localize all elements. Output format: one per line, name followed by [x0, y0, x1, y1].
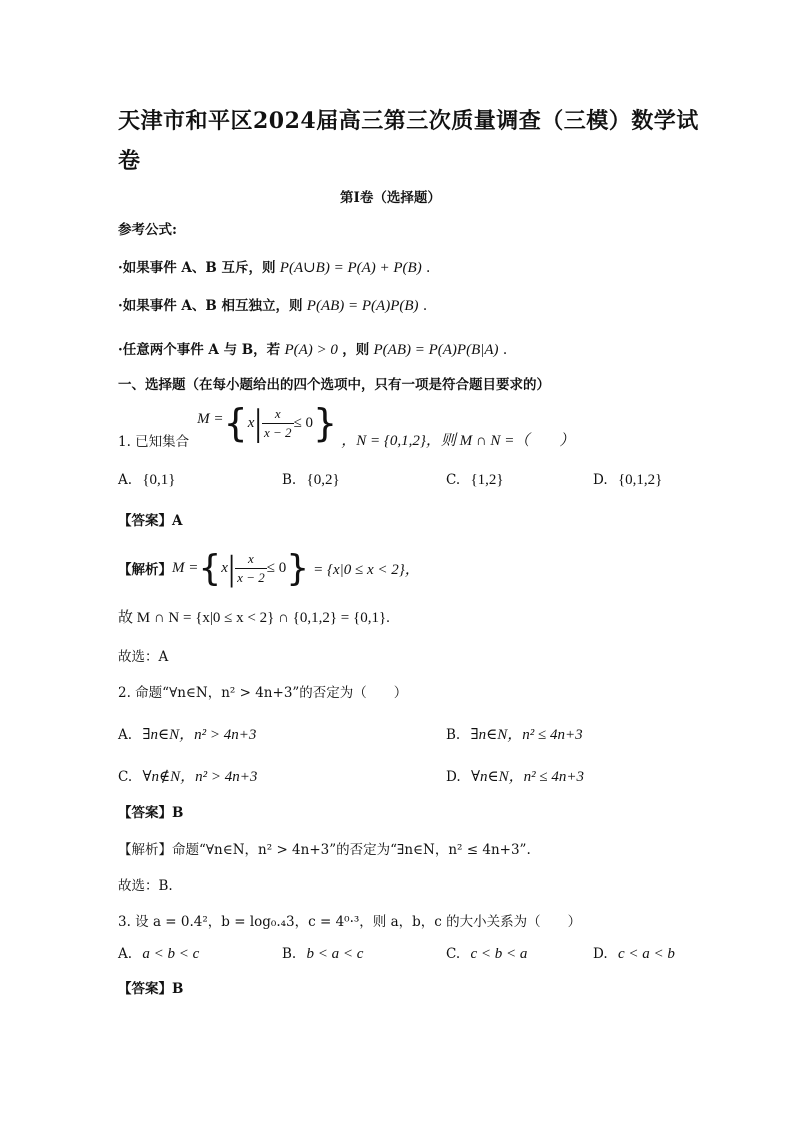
- q3-option-b-label: B.: [282, 946, 297, 962]
- q2-option-a: [118, 723, 256, 744]
- q1-analysis-lhs: M =: [172, 559, 199, 576]
- q1-analysis-ineq: ≤ 0: [266, 559, 287, 576]
- q3-option-a: [118, 946, 199, 963]
- q1-ineq: ≤ 0: [293, 414, 314, 431]
- formula-2-text: ·如果事件 A、B 相互独立，则: [118, 298, 303, 314]
- q1-ask: ，则 M ∩ N =（ ）: [425, 433, 575, 449]
- formula-3-math: P(AB) = P(A)P(B|A): [373, 342, 499, 358]
- q2-stem: 2. 命题“∀n∈N，n² > 4n+3”的否定为（ ）: [118, 685, 408, 701]
- q3-option-c-value: c < b < a: [470, 946, 528, 962]
- formula-1-text: ·如果事件 A、B 互斥，则: [118, 260, 276, 276]
- q1-set-var: x: [247, 414, 255, 431]
- q3-option-d-value: c < a < b: [617, 946, 675, 962]
- q2-option-d-label: D.: [446, 769, 461, 785]
- q1-analysis-left-brace: {: [198, 547, 222, 589]
- formula-3: [118, 338, 507, 359]
- q1-analysis-set-var: x: [221, 559, 228, 576]
- q1-frac-num: x: [262, 405, 294, 424]
- q1-option-a-label: A.: [118, 472, 133, 488]
- q1-answer: 【答案】A: [118, 513, 183, 529]
- q1-option-b: [282, 472, 340, 489]
- q3-option-c: [446, 946, 527, 963]
- q2-option-b: [446, 723, 583, 744]
- q1-option-a-value: {0,1}: [142, 472, 176, 488]
- q3-stem: 3. 设 a = 0.4²，b = log₀.₄3，c = 4⁰·³，则 a，b，c 的大小关系为（ ）: [118, 914, 582, 930]
- q1-option-a: [118, 472, 176, 489]
- page-title-line2: 卷: [118, 148, 141, 174]
- formula-2-math: P(AB) = P(A)P(B): [306, 298, 419, 314]
- formulas-heading: 参考公式:: [118, 222, 177, 238]
- q1-option-c-value: {1,2}: [470, 472, 504, 488]
- q1-fraction: [262, 405, 294, 442]
- q1-prefix: 1. 已知集合: [118, 434, 190, 450]
- q1-analysis: [118, 546, 420, 590]
- q1-analysis-fraction: [235, 550, 267, 587]
- q1-frac-den: x − 2: [264, 424, 292, 440]
- section-heading: 第Ⅰ卷（选择题）: [340, 190, 441, 206]
- q1-option-b-value: {0,2}: [306, 472, 340, 488]
- formula-2: [118, 294, 427, 315]
- q2-analysis: 【解析】命题“∀n∈N，n² > 4n+3”的否定为“∃n∈N，n² ≤ 4n+3”.: [118, 842, 531, 858]
- q2-conclusion: 故选：B.: [118, 878, 173, 894]
- q2-option-b-label: B.: [446, 727, 461, 743]
- formula-1-math: P(A∪B) = P(A) + P(B): [279, 260, 422, 276]
- formula-2-end: .: [422, 298, 428, 314]
- q1-analysis-line2: 故 M ∩ N = {x|0 ≤ x < 2} ∩ {0,1,2} = {0,1}.: [118, 610, 390, 626]
- q1-option-b-label: B.: [282, 472, 297, 488]
- q1-analysis-tag: 【解析】: [118, 562, 172, 578]
- q3-option-a-label: A.: [118, 946, 133, 962]
- q2-option-c-label: C.: [118, 769, 133, 785]
- q1-analysis-right-brace: }: [286, 547, 310, 589]
- q3-option-d: [593, 946, 675, 963]
- q1-option-d-label: D.: [593, 472, 608, 488]
- part1-heading: 一、选择题（在每小题给出的四个选项中，只有一项是符合题目要求的）: [118, 377, 550, 393]
- q1-left-brace: {: [223, 401, 248, 445]
- q2-option-b-value: ∃n∈N，n² ≤ 4n+3: [470, 727, 583, 743]
- q3-option-b-value: b < a < c: [306, 946, 364, 962]
- q1-analysis-rhs: = {x|0 ≤ x < 2}，: [313, 561, 420, 578]
- q1-option-d-value: {0,1,2}: [617, 472, 663, 488]
- q3-option-d-label: D.: [593, 946, 608, 962]
- q1-option-c-label: C.: [446, 472, 461, 488]
- q1-m-lhs: M =: [197, 410, 224, 427]
- q3-answer: 【答案】B: [118, 981, 184, 997]
- formula-3-cond: P(A) > 0: [284, 342, 338, 358]
- formula-3-end: .: [502, 342, 508, 358]
- q3-option-b: [282, 946, 363, 963]
- q1-option-d: [593, 472, 662, 489]
- formula-1: [118, 256, 430, 277]
- page-title-line1: 天津市和平区2024届高三第三次质量调查（三模）数学试: [118, 108, 699, 134]
- q1-option-c: [446, 472, 504, 489]
- q2-option-c-value: ∀n∉N，n² > 4n+3: [142, 769, 258, 785]
- q2-option-d: [446, 765, 584, 786]
- q2-option-a-value: ∃n∈N，n² > 4n+3: [142, 727, 257, 743]
- formula-1-end: .: [426, 260, 431, 276]
- q1-conclusion: 故选：A: [118, 649, 169, 665]
- q1-right-brace: }: [313, 401, 338, 445]
- q2-answer: 【答案】B: [118, 805, 184, 821]
- q2-option-d-value: ∀n∈N，n² ≤ 4n+3: [470, 769, 584, 785]
- formula-3-text: ·任意两个事件 A 与 B，若: [118, 342, 281, 358]
- q1-set-bar: |: [254, 402, 263, 444]
- q2-option-a-label: A.: [118, 727, 133, 743]
- q3-option-c-label: C.: [446, 946, 461, 962]
- q1-analysis-frac-den: x − 2: [237, 569, 265, 585]
- q2-option-c: [118, 765, 257, 786]
- formula-3-mid: ，则: [342, 342, 370, 358]
- q1-n-set: ，N = {0,1,2}: [341, 433, 426, 449]
- q1-stem: [118, 401, 575, 454]
- q1-analysis-frac-num: x: [235, 550, 267, 569]
- q1-analysis-set-bar: |: [227, 548, 236, 588]
- q3-option-a-value: a < b < c: [142, 946, 200, 962]
